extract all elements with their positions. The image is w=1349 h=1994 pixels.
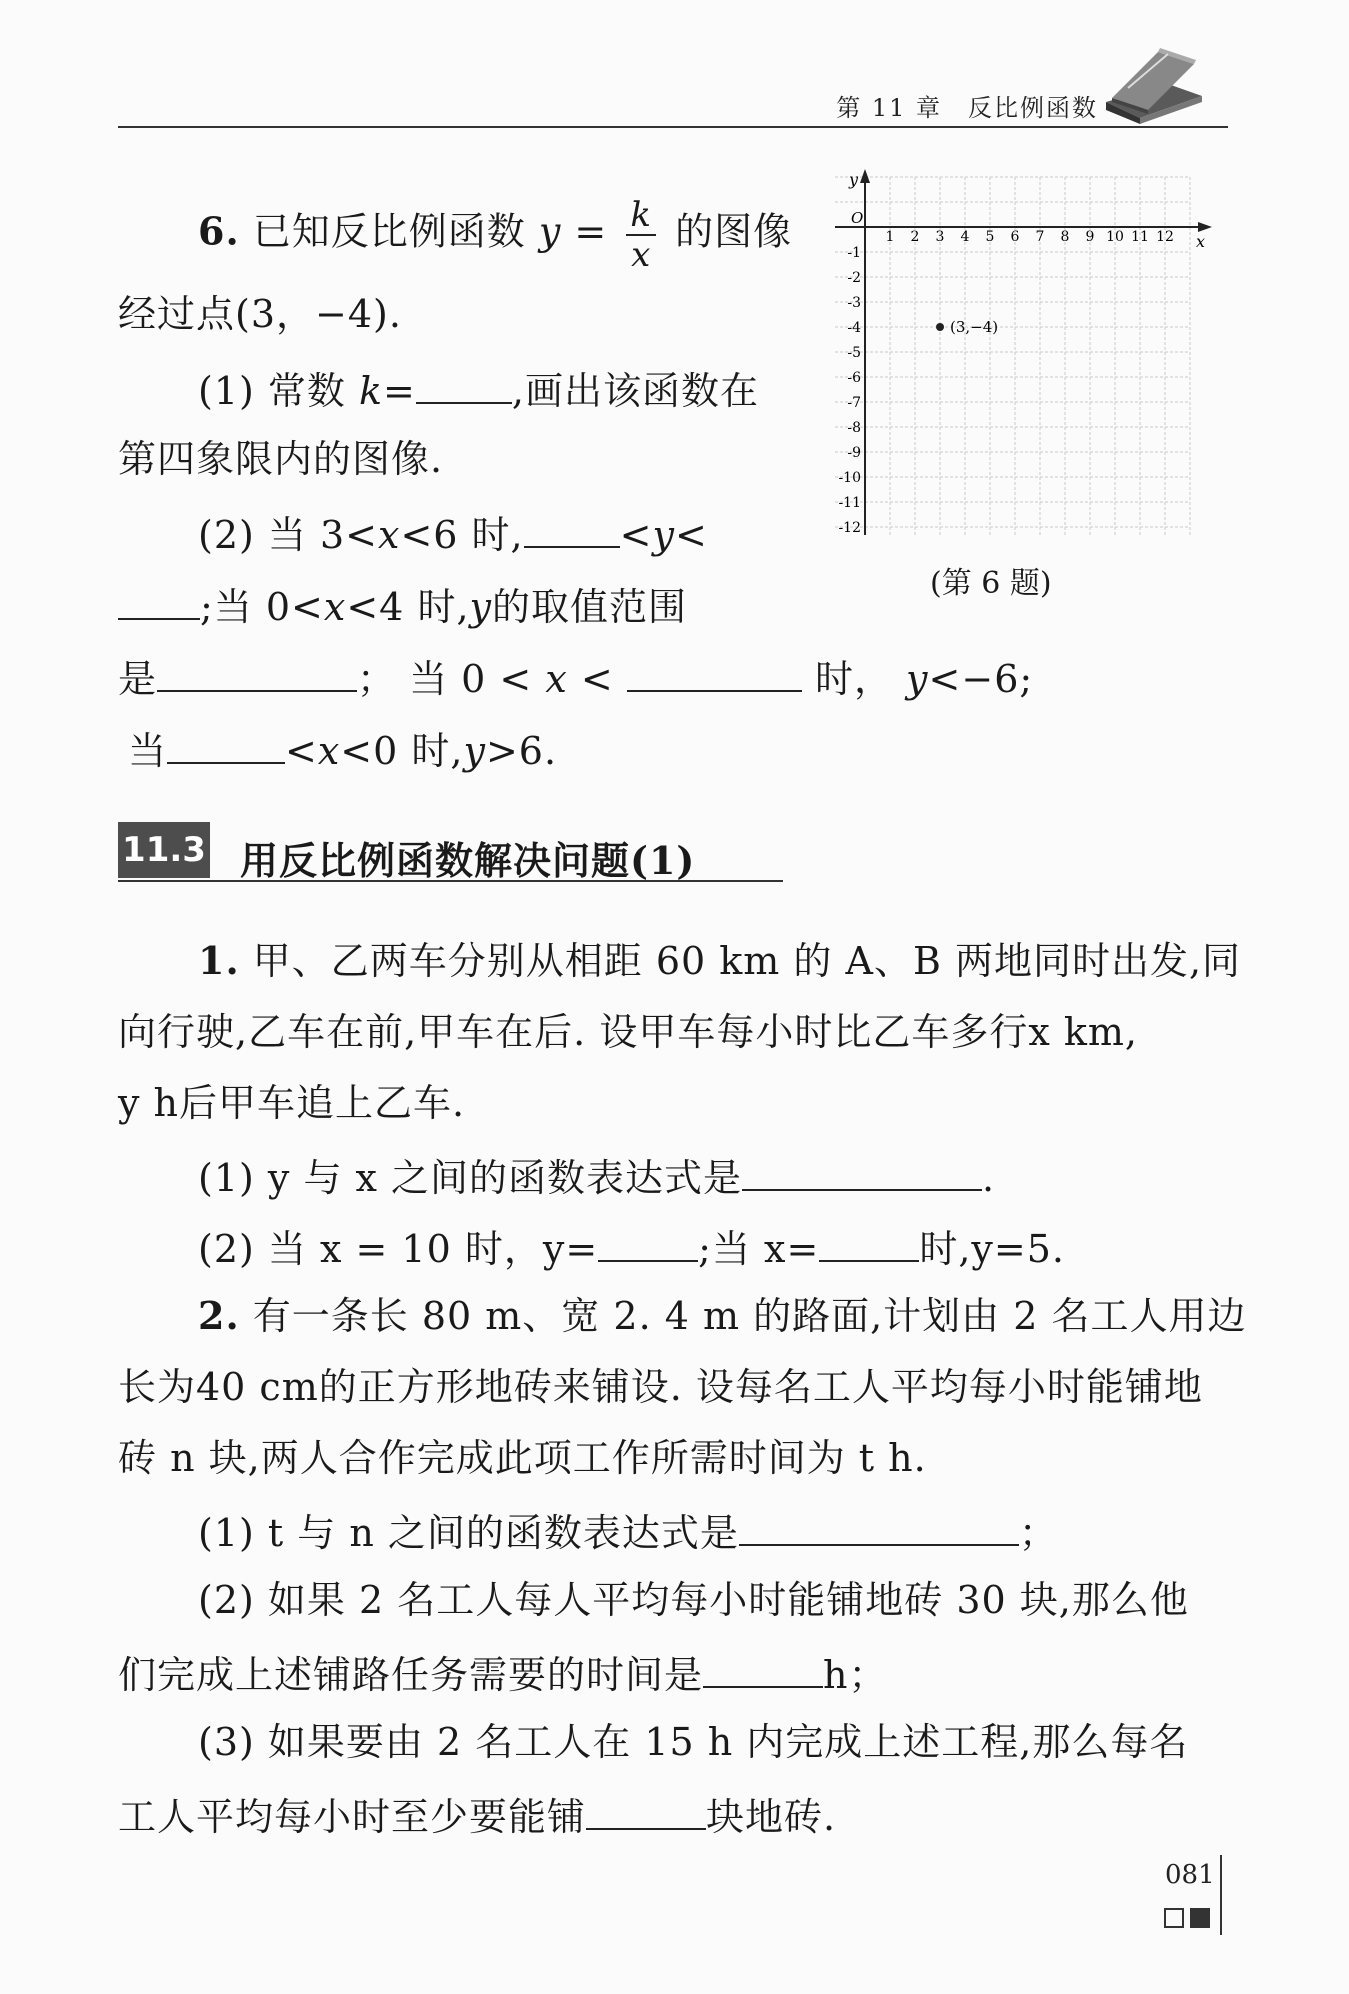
answer-blank[interactable] [416, 368, 512, 404]
q6-p3-text: ;当 0< [200, 585, 324, 629]
q6-fraction [626, 196, 656, 274]
y-tick-label: -8 [847, 420, 861, 436]
s2-line3: 砖 n 块,两人合作完成此项工作所需时间为 t h. [118, 1436, 927, 1480]
lt-sign: < [285, 729, 318, 773]
s2-line1 [198, 1293, 1247, 1338]
q6-part1-cont: 第四象限内的图像. [118, 437, 444, 481]
var-y: y [652, 513, 675, 557]
answer-blank[interactable] [739, 1510, 1019, 1546]
section-header [118, 822, 783, 882]
s1-p2-text3: 时,y=5. [919, 1227, 1065, 1271]
s2-p2-end: h； [823, 1653, 888, 1697]
var-x: x [323, 585, 347, 629]
s2-p1-text: (1) t 与 n 之间的函数表达式是 [198, 1511, 739, 1555]
s2-p3-end: 块地砖. [706, 1795, 837, 1839]
filled-square-icon [1190, 1908, 1210, 1928]
q6-p2-text2: <6 时, [400, 513, 524, 557]
x-tick-label: 12 [1156, 229, 1174, 245]
y-tick-label: -1 [847, 245, 861, 261]
y-tick-label: -4 [847, 320, 861, 336]
q6-p5-text2: <0 时, [340, 729, 464, 773]
y-axis-arrow-icon [860, 169, 870, 183]
lt-sign: < [580, 657, 614, 701]
fraction-numerator: k [626, 196, 656, 236]
x-tick-label: 4 [960, 229, 970, 245]
s1-text: 甲、乙两车分别从相距 60 km 的 A、B 两地同时出发,同 [252, 939, 1242, 983]
s1-p2-text2: ;当 x= [698, 1227, 820, 1271]
answer-blank[interactable] [703, 1652, 823, 1688]
q6-p1-text: (1) 常数 [198, 369, 346, 413]
s1-number: 1. [198, 938, 240, 983]
section-title: 用反比例函数解决问题(1) [240, 838, 696, 883]
point-label: (3,−4) [950, 318, 999, 336]
x-axis-label: x [1196, 232, 1206, 251]
q6-p1-k: k= [359, 369, 416, 413]
q6-number: 6. [198, 208, 240, 254]
page-header [118, 80, 1228, 128]
s2-p2-text: 们完成上述铺路任务需要的时间是 [118, 1653, 704, 1697]
s2-p3-text: 工人平均每小时至少要能铺 [118, 1795, 587, 1839]
var-x: x [378, 513, 401, 557]
y-axis-label: y [849, 170, 859, 189]
x-tick-label: 1 [885, 229, 895, 245]
s1-line2: 向行驶,乙车在前,甲车在后. 设甲车每小时比乙车多行x km, [118, 1010, 1138, 1054]
section-number: 11.3 [118, 822, 210, 878]
x-tick-label: 9 [1085, 229, 1095, 245]
answer-blank[interactable] [627, 656, 802, 692]
lt-sign: < [619, 513, 653, 557]
q6-p4-text2: ； 当 0 < [357, 657, 533, 701]
page-number: 081 [1165, 1860, 1215, 1890]
x-axis-arrow-icon [1198, 222, 1212, 232]
q6-p5-text3: >6. [485, 729, 558, 773]
s2-p1-end: ； [1018, 1511, 1058, 1555]
page-number-rule [1220, 1855, 1222, 1935]
s2-text: 有一条长 80 m、宽 2. 4 m 的路面,计划由 2 名工人用边 [252, 1294, 1247, 1338]
s2-number: 2. [198, 1293, 240, 1338]
x-tick-label: 10 [1106, 229, 1124, 245]
origin-label: O [851, 209, 864, 227]
q6-p5-text: 当 [128, 729, 168, 773]
answer-blank[interactable] [524, 512, 620, 548]
q6-line1 [198, 196, 792, 274]
s1-part2 [198, 1226, 1065, 1271]
x-tick-label: 6 [1010, 229, 1020, 245]
s1-line3: y h后甲车追上乙车. [118, 1081, 466, 1125]
x-tick-label: 5 [985, 229, 995, 245]
chapter-title: 第 11 章 反比例函数 [836, 94, 1098, 122]
s1-line1 [198, 938, 1242, 983]
x-tick-label: 7 [1035, 229, 1045, 245]
s1-p1-text: (1) y 与 x 之间的函数表达式是 [198, 1156, 743, 1200]
answer-blank[interactable] [742, 1155, 982, 1191]
s2-part3: (3) 如果要由 2 名工人在 15 h 内完成上述工程,那么每名 [198, 1720, 1189, 1764]
q6-text: 的图像 [675, 209, 793, 254]
coordinate-grid [825, 165, 1225, 535]
q6-text: 已知反比例函数 [252, 209, 526, 254]
answer-blank[interactable] [819, 1226, 919, 1262]
s2-part2: (2) 如果 2 名工人每人平均每小时能铺地砖 30 块,那么他 [198, 1578, 1189, 1622]
q6-p2-text: (2) 当 3< [198, 513, 379, 557]
q6-y-eq: y = [538, 209, 608, 254]
s2-line2: 长为40 cm的正方形地砖来铺设. 设每名工人平均每小时能铺地 [118, 1365, 1203, 1409]
q6-p4-text: 是 [118, 657, 158, 701]
answer-blank[interactable] [118, 584, 200, 620]
y-tick-label: -11 [838, 495, 861, 511]
s1-part1 [198, 1155, 996, 1200]
s2-part3-cont [118, 1794, 837, 1839]
s1-p1-end: . [982, 1156, 996, 1200]
y-tick-label: -10 [838, 470, 861, 486]
fraction-denominator: x [631, 235, 652, 275]
y-tick-label: -9 [847, 445, 861, 461]
q6-p3-text2: <4 时, [346, 585, 470, 629]
answer-blank[interactable] [586, 1794, 706, 1830]
y-tick-label: -2 [847, 270, 861, 286]
q6-part2-line3 [118, 656, 1034, 701]
y-tick-label: -12 [838, 520, 861, 535]
lt-sign: < [674, 513, 708, 557]
answer-blank[interactable] [157, 656, 357, 692]
answer-blank[interactable] [167, 728, 285, 764]
figure-caption: (第 6 题) [930, 566, 1052, 601]
x-tick-label: 2 [910, 229, 920, 245]
q6-p1-text2: ,画出该函数在 [511, 369, 759, 413]
var-y: y [906, 657, 929, 701]
q6-part2-cont [118, 584, 688, 629]
book-icon [1098, 40, 1208, 124]
s1-p2-text: (2) 当 x = 10 时，y= [198, 1227, 599, 1271]
q6-p4-text4: <−6; [928, 657, 1034, 701]
x-tick-label: 11 [1131, 229, 1149, 245]
data-point [936, 323, 944, 331]
var-y: y [469, 585, 492, 629]
var-x: x [545, 657, 568, 701]
answer-blank[interactable] [598, 1226, 698, 1262]
q6-part2 [198, 512, 708, 557]
s2-part1 [198, 1510, 1058, 1555]
x-tick-label: 3 [935, 229, 945, 245]
x-tick-label: 8 [1060, 229, 1070, 245]
y-tick-label: -6 [847, 370, 861, 386]
q6-part2-line4 [128, 728, 558, 773]
var-x: x [317, 729, 341, 773]
y-tick-label: -5 [847, 345, 861, 361]
y-tick-label: -3 [847, 295, 861, 311]
q6-p3-text3: 的取值范围 [492, 585, 688, 629]
q6-line2: 经过点(3，−4). [118, 292, 402, 336]
empty-square-icon [1164, 1908, 1184, 1928]
s2-part2-cont [118, 1652, 888, 1697]
q6-part1 [198, 368, 759, 413]
y-tick-label: -7 [847, 395, 861, 411]
q6-p4-text3: 时， [814, 657, 893, 701]
var-y: y [463, 729, 486, 773]
